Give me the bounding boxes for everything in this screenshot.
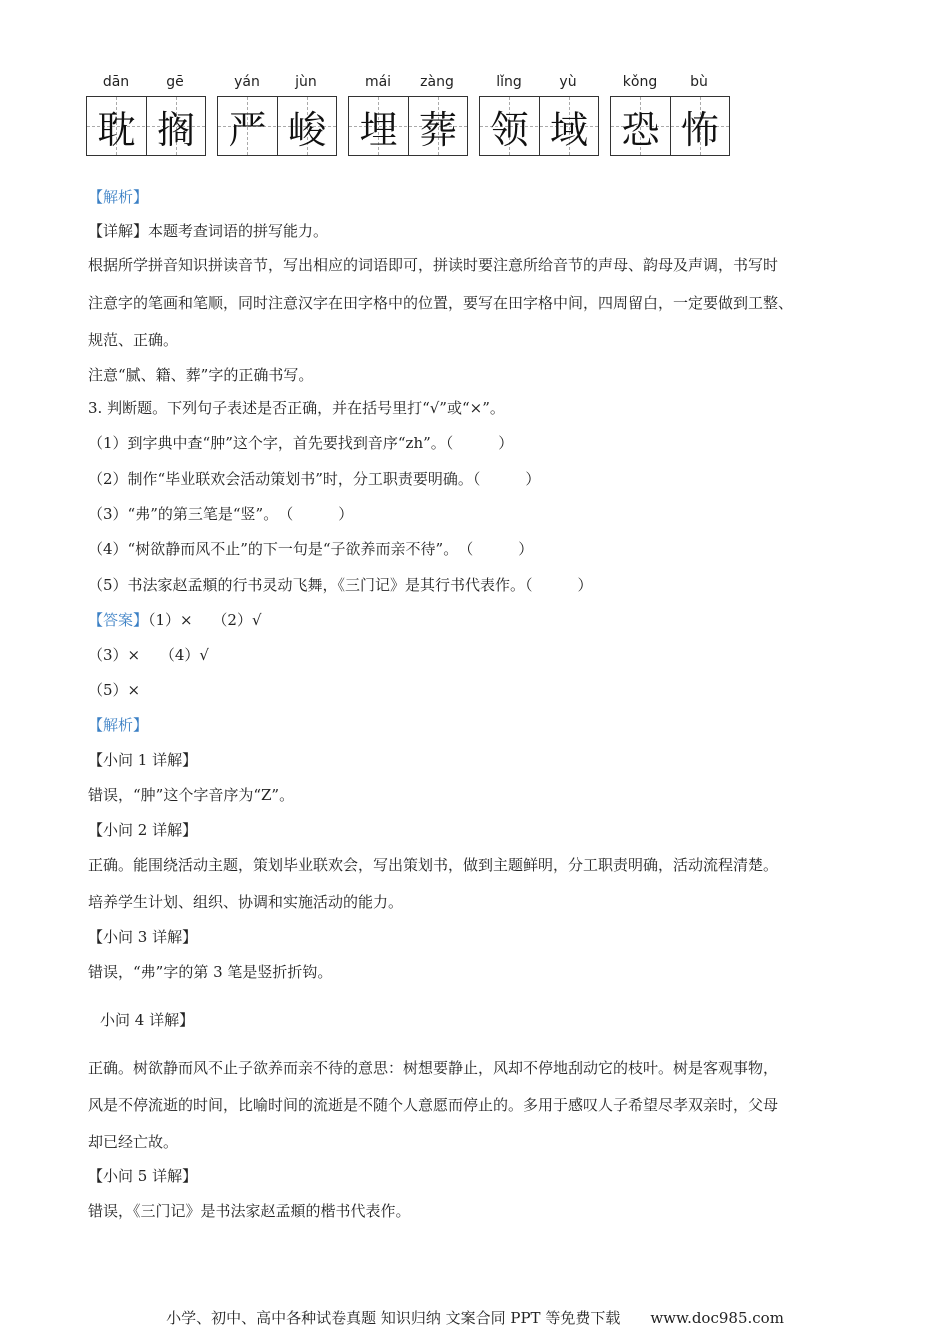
question-item: （5）书法家赵孟頫的行书灵动飞舞，《三门记》是其行书代表作。（ ） bbox=[88, 576, 593, 594]
sub-question-text: 正确。树欲静而风不止子欲养而亲不待的意思：树想要静止，风却不停地刮动它的枝叶。树是客观事物， bbox=[88, 1059, 779, 1077]
answer-line: （3）× （4）√ bbox=[88, 646, 209, 664]
answer-label: 【答案】 bbox=[88, 611, 149, 629]
hanzi: 严 bbox=[228, 107, 267, 152]
paragraph-line: 注意字的笔画和笔顺，同时注意汉字在田字格中的位置，要写在田字格中间，四周留白，一定要做到工整、 bbox=[88, 294, 794, 312]
pinyin: zàng bbox=[420, 74, 454, 90]
paragraph-line: 根据所学拼音知识拼读音节，写出相应的词语即可，拼读时要注意所给音节的声母、韵母及声调，书写时 bbox=[88, 256, 779, 274]
sub-question-text: 错误，“弗”字的第 3 笔是竖折折钩。 bbox=[88, 963, 333, 981]
word-box bbox=[610, 74, 730, 160]
detail-text: 本题考查词语的拼写能力。 bbox=[148, 222, 329, 240]
sub-question-text: 却已经亡故。 bbox=[88, 1133, 179, 1151]
question-title: 3. 判断题。下列句子表述是否正确，并在括号里打“√”或“×”。 bbox=[88, 399, 505, 417]
pinyin: lǐng bbox=[496, 74, 522, 90]
detail-line bbox=[88, 221, 328, 241]
sub-question-text: 错误，《三门记》是书法家赵孟頫的楷书代表作。 bbox=[88, 1202, 411, 1220]
tianzige-grid bbox=[479, 96, 599, 156]
sub-question-label: 【小问 3 详解】 bbox=[88, 928, 198, 946]
detail-label: 【详解】 bbox=[88, 222, 149, 240]
analysis-label: 【解析】 bbox=[88, 188, 149, 206]
pinyin: mái bbox=[364, 74, 392, 90]
sub-question-text: 培养学生计划、组织、协调和实施活动的能力。 bbox=[88, 893, 404, 911]
word-box bbox=[348, 74, 468, 160]
pinyin: gē bbox=[166, 74, 184, 90]
sub-question-label: 【小问 1 详解】 bbox=[88, 751, 198, 769]
pinyin: bù bbox=[690, 74, 708, 90]
tianzige-grid bbox=[610, 96, 730, 156]
sub-question-label: 【小问 2 详解】 bbox=[88, 821, 198, 839]
answer-line: （5）× bbox=[88, 681, 141, 699]
sub-question-text: 风是不停流逝的时间，比喻时间的流逝是不随个人意愿而停止的。多用于感叹人子希望尽孝双亲时，父母 bbox=[88, 1096, 779, 1114]
question-item: （2）制作“毕业联欢会活动策划书”时，分工职责要明确。（ ） bbox=[88, 470, 541, 488]
hanzi: 峻 bbox=[287, 107, 326, 152]
pinyin: yán bbox=[234, 74, 260, 90]
pinyin: dān bbox=[102, 74, 130, 90]
hanzi: 恐 bbox=[621, 107, 660, 152]
hanzi: 葬 bbox=[418, 107, 457, 152]
answer-text: （1）× （2）√ bbox=[148, 611, 262, 629]
sub-question-text: 错误，“肿”这个字音序为“Z”。 bbox=[88, 786, 295, 804]
question-item: （3）“弗”的第三笔是“竖”。 （ ） bbox=[88, 505, 354, 523]
hanzi: 怖 bbox=[680, 107, 719, 152]
note-line: 注意“腻、籍、葬”字的正确书写。 bbox=[88, 366, 314, 384]
hanzi: 域 bbox=[549, 107, 588, 152]
pinyin: kǒng bbox=[622, 74, 658, 90]
word-box bbox=[86, 74, 206, 160]
pinyin: jùn bbox=[295, 74, 317, 90]
question-item: （1）到字典中查“肿”这个字，首先要找到音序“zh”。（ ） bbox=[88, 434, 514, 452]
sub-question-text: 正确。能围绕活动主题，策划毕业联欢会，写出策划书，做到主题鲜明，分工职责明确，活动流程清楚。 bbox=[88, 856, 779, 874]
sub-question-label: 小问 4 详解】 bbox=[100, 1011, 195, 1029]
sub-question-label: 【小问 5 详解】 bbox=[88, 1167, 198, 1185]
question-item: （4）“树欲静而风不止”的下一句是“子欲养而亲不待”。 （ ） bbox=[88, 540, 534, 558]
word-box bbox=[217, 74, 337, 160]
paragraph-line: 规范、正确。 bbox=[88, 331, 179, 349]
tianzige-grid bbox=[217, 96, 337, 156]
hanzi: 搁 bbox=[156, 107, 195, 152]
pinyin: yù bbox=[559, 74, 577, 90]
analysis-label: 【解析】 bbox=[88, 716, 149, 734]
word-box bbox=[479, 74, 599, 160]
hanzi: 领 bbox=[490, 107, 529, 152]
tianzige-grid bbox=[86, 96, 206, 156]
hanzi: 埋 bbox=[359, 107, 398, 152]
hanzi: 耽 bbox=[97, 107, 136, 152]
tianzige-grid bbox=[348, 96, 468, 156]
answer-line bbox=[88, 610, 262, 630]
page-footer: 小学、初中、高中各种试卷真题 知识归纳 文案合同 PPT 等免费下载 www.doc985.com bbox=[166, 1309, 784, 1327]
